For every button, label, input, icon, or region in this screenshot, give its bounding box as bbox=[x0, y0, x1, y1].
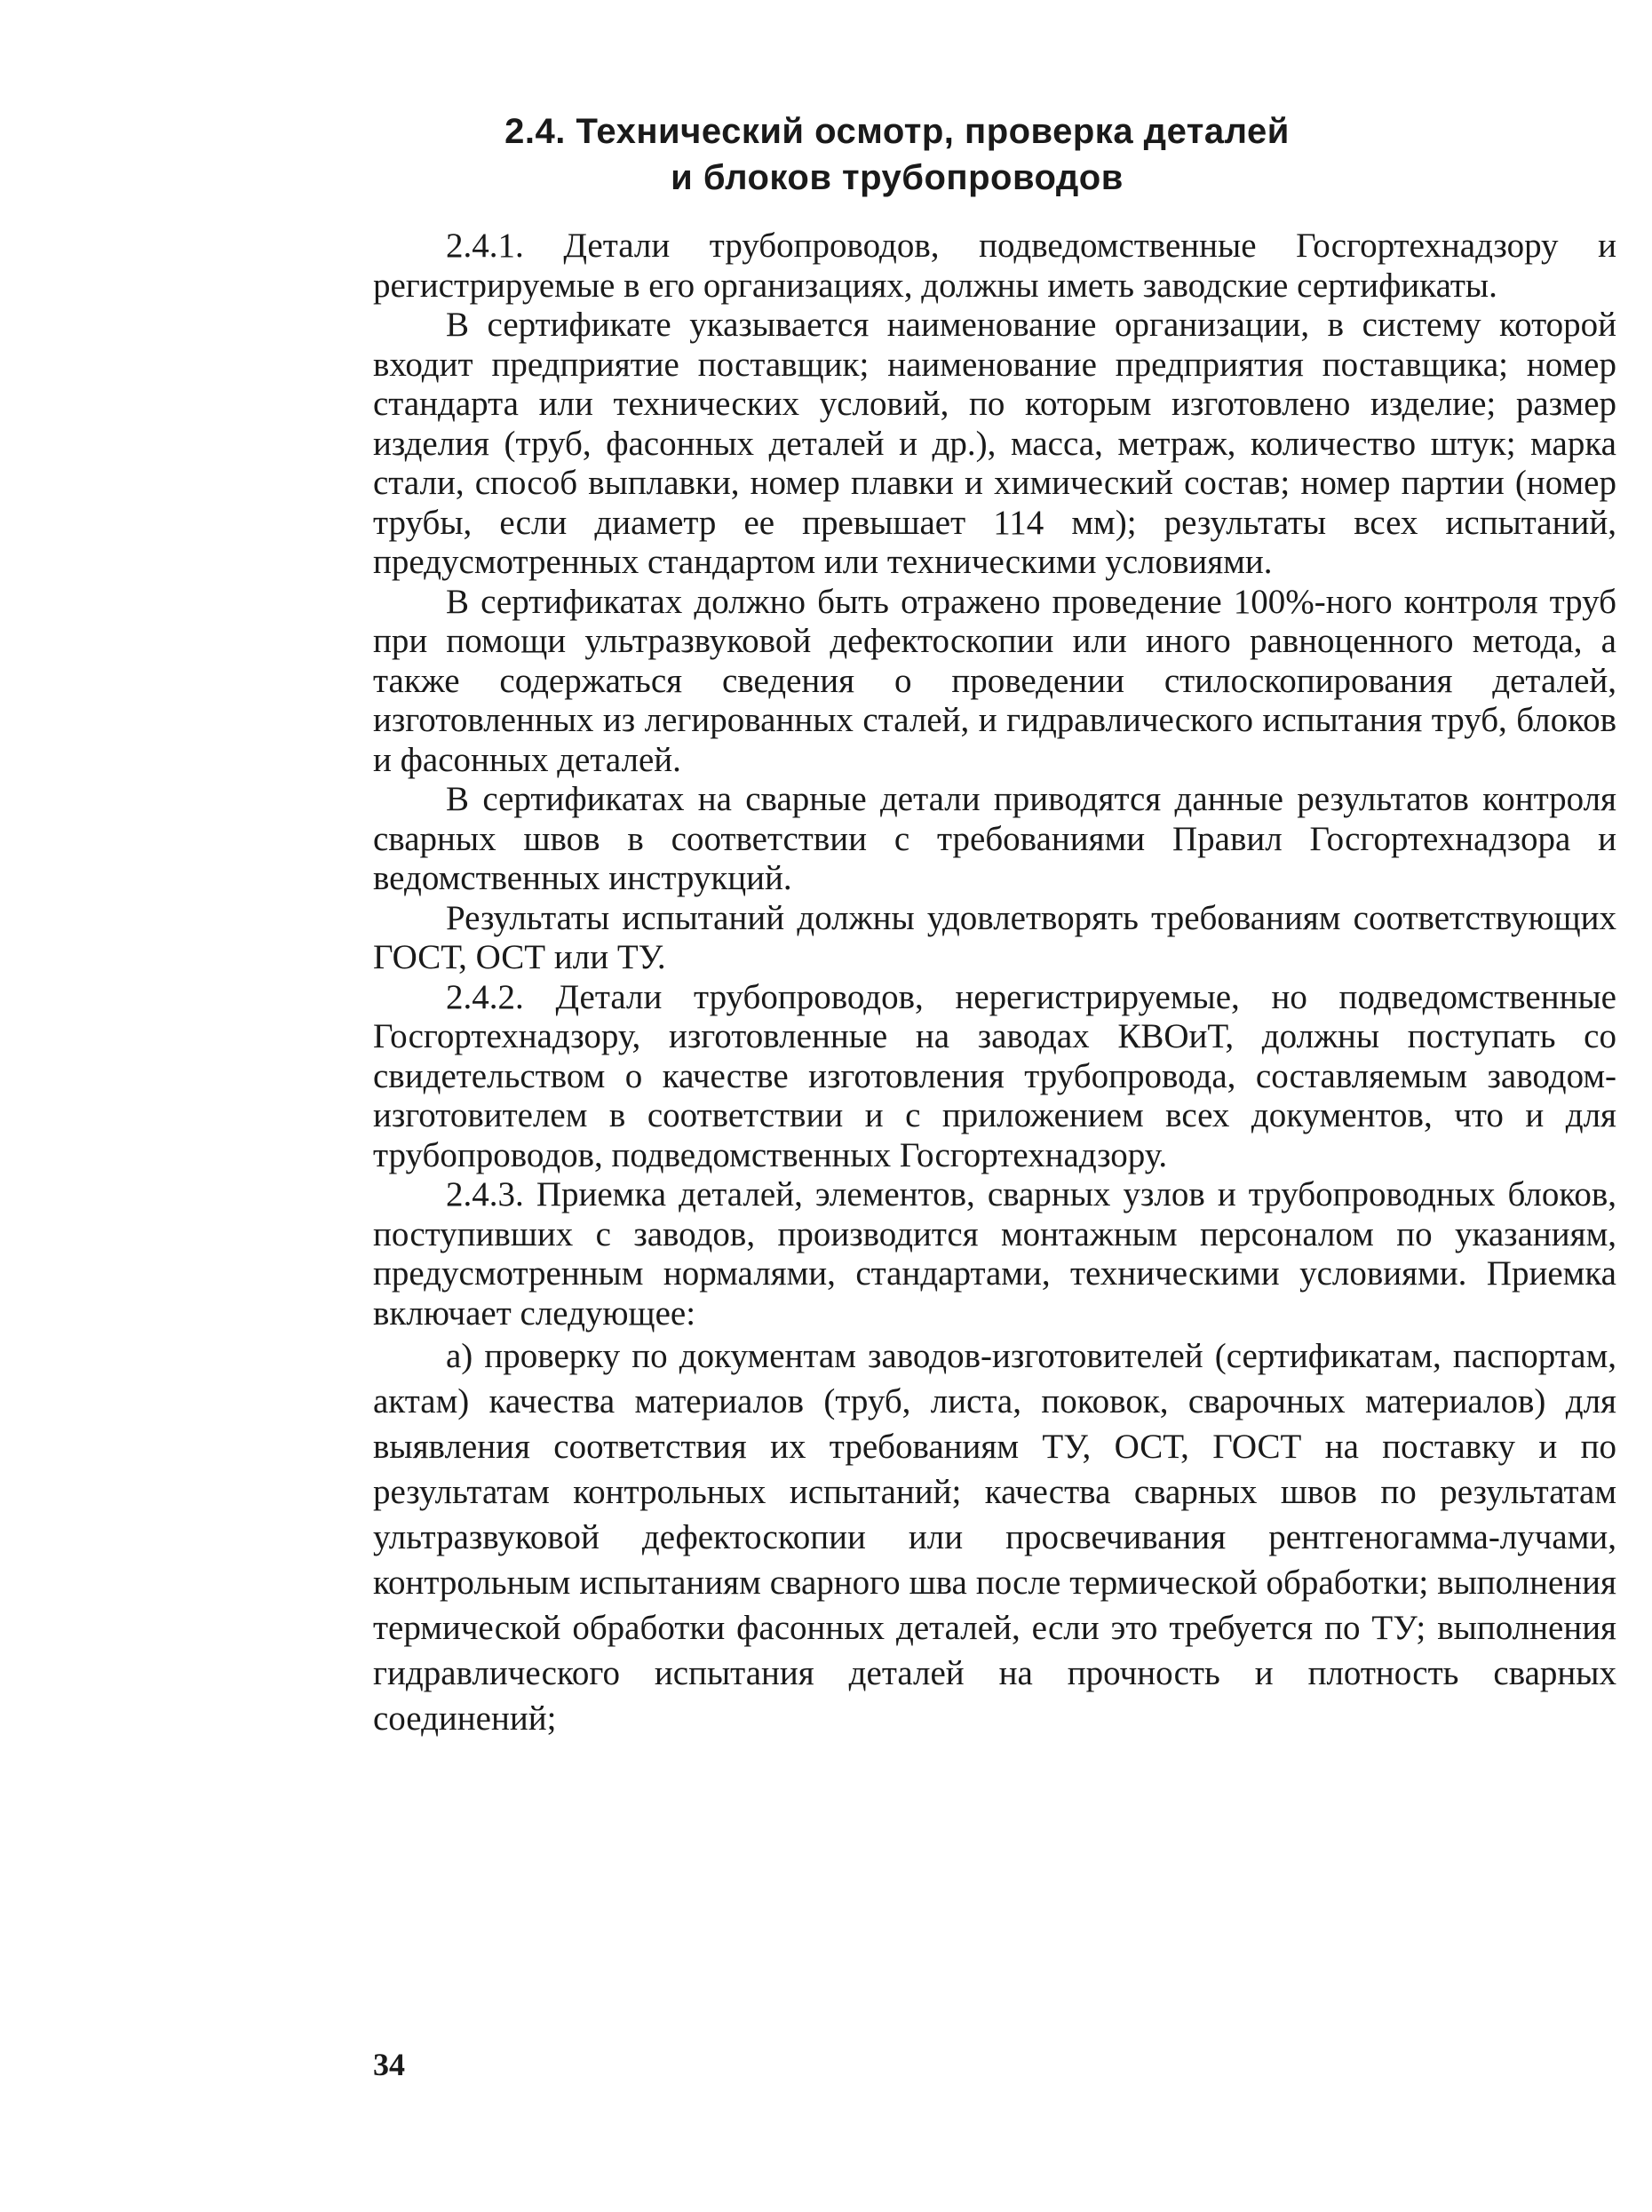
paragraph-item-a: а) проверку по документам заводов-изготовителей (сертификатам, паспортам, актам) качества материалов (труб, листа, поковок, сварочных материалов) для выявления соответствия их требованиям ТУ, ОСТ, ГОСТ на поставку и по результатам контрольных испытаний; качества сварных швов по результатам ультразвуковой дефектоскопии или просвечивания рентгеногамма-лучами, контрольным испытаниям сварного шва после термической обработки; выполнения термической обработки фасонных деталей, если это требуется по ТУ; выполнения гидравлического испытания деталей на прочность и плотность сварных соединений; bbox=[373, 1337, 1616, 1738]
paragraph-ultrasonic-control: В сертификатах должно быть отражено проведение 100%-ного контроля труб при помощи ультразвуковой дефектоскопии или иного равноценного метода, а также содержаться сведения о проведении стилоскопирования деталей, изготовленных из легированных сталей, и гидравлического испытания труб, блоков и фасонных деталей. bbox=[373, 582, 1616, 779]
paragraph-2-4-1: 2.4.1. Детали трубопроводов, подведомственные Госгортехнадзору и регистрируемые в его организациях, должны иметь заводские сертификаты. bbox=[373, 227, 1616, 305]
paragraph-welded-parts: В сертификатах на сварные детали приводятся данные результатов контроля сварных швов в соответствии с требованиями Правил Госгортехнадзора и ведомственных инструкций. bbox=[373, 780, 1616, 897]
paragraph-test-results: Результаты испытаний должны удовлетворять требованиям соответствующих ГОСТ, ОСТ или ТУ. bbox=[373, 898, 1616, 976]
paragraph-2-4-3: 2.4.3. Приемка деталей, элементов, сварных узлов и трубопроводных блоков, поступивших с заводов, производится монтажным персоналом по указаниям, предусмотренным нормалями, стандартами, техническими условиями. Приемка включает следующее: bbox=[373, 1175, 1616, 1333]
paragraph-certificate-contents: В сертификате указывается наименование организации, в систему которой входит предприятие поставщик; наименование предприятия поставщика; номер стандарта или технических условий, по которым изготовлено изделие; размер изделия (труб, фасонных деталей и др.), масса, метраж, количество штук; марка стали, способ выплавки, номер плавки и химический состав; номер партии (номер трубы, если диаметр ее превышает 114 мм); результаты всех испытаний, предусмотренных стандартом или техническими условиями. bbox=[373, 306, 1616, 581]
page-number: 34 bbox=[373, 2047, 405, 2082]
section-heading bbox=[373, 108, 1421, 201]
body-text bbox=[373, 227, 1616, 1741]
section-heading-line-2: и блоков трубопроводов bbox=[671, 158, 1124, 197]
section-heading-line-1: 2.4. Технический осмотр, проверка деталей bbox=[504, 112, 1290, 151]
paragraph-2-4-2: 2.4.2. Детали трубопроводов, нерегистрируемые, но подведомственные Госгортехнадзору, изготовленные на заводах КВОиТ, должны поступать со свидетельством о качестве изготовления трубопровода, составляемым заводом-изготовителем в соответствии и с приложением всех документов, что и для трубопроводов, подведомственных Госгортехнадзору. bbox=[373, 977, 1616, 1174]
